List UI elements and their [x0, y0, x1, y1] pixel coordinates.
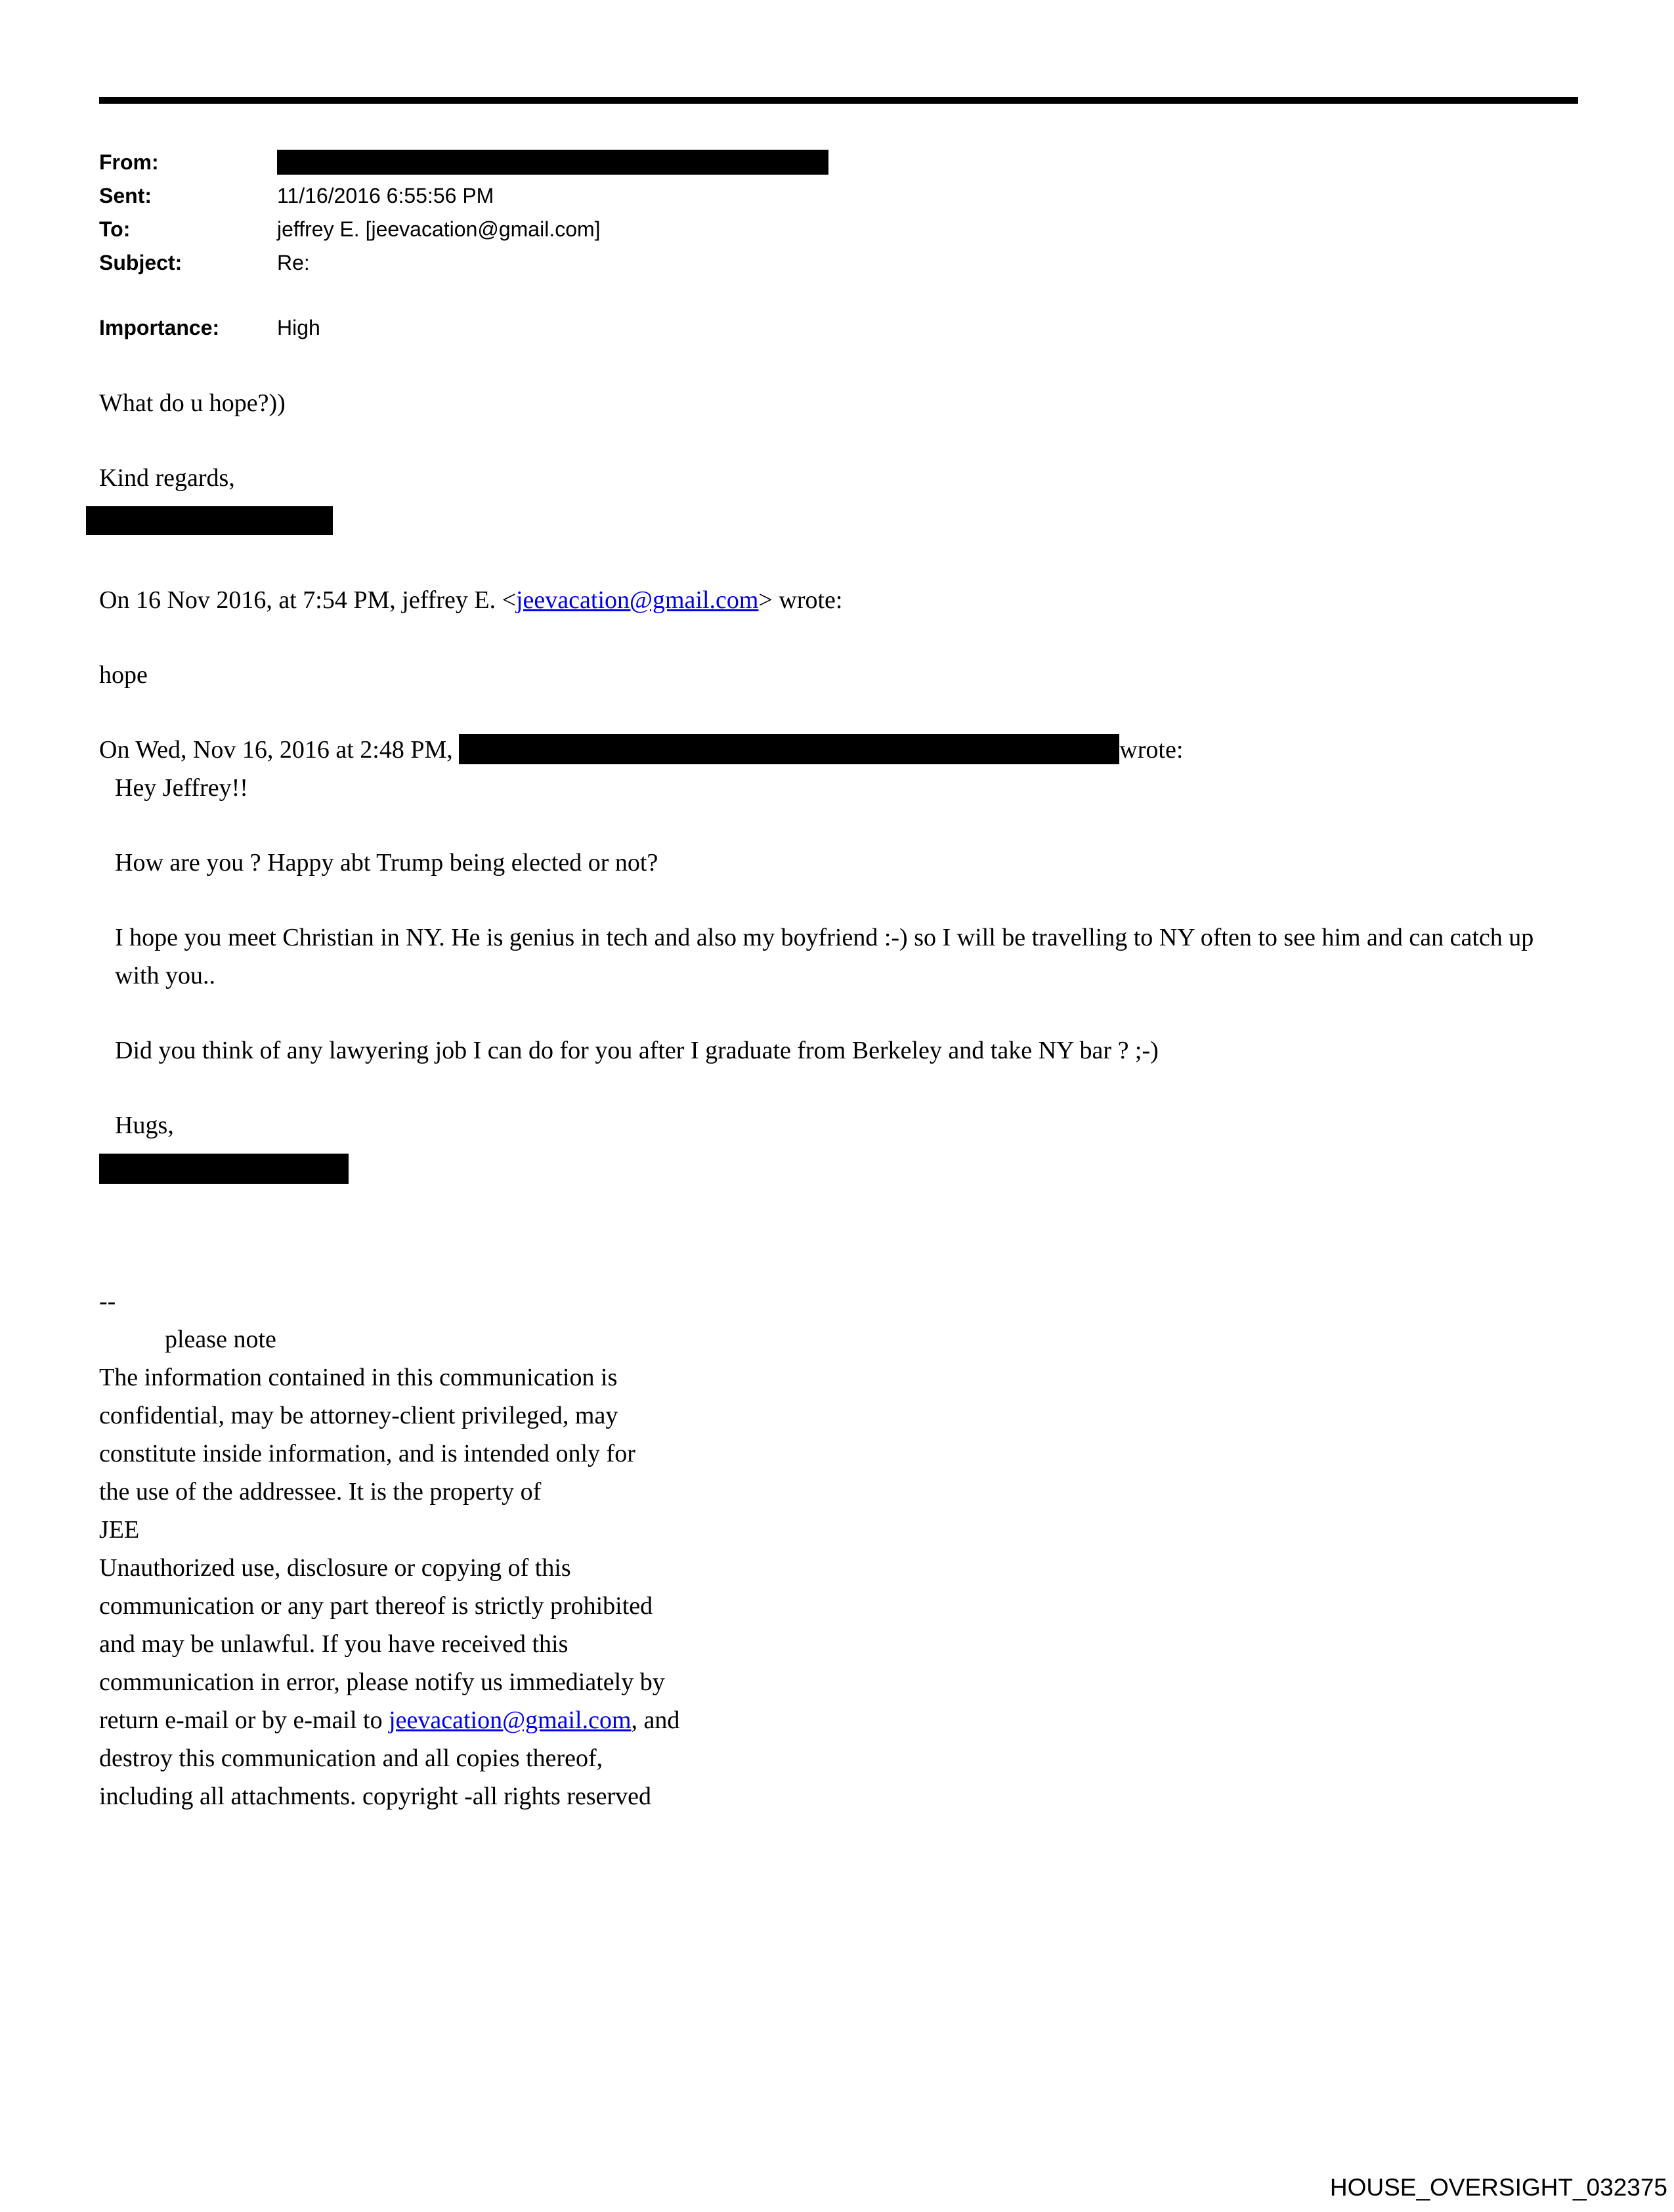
email-header	[99, 146, 1579, 345]
email-address-link[interactable]: jeevacation@gmail.com	[389, 1706, 632, 1734]
sender-redaction-bar	[459, 734, 1119, 764]
disclaimer-line: confidential, may be attorney-client privileged, may	[99, 1402, 618, 1429]
disclaimer-line: and may be unlawful. If you have received this	[99, 1630, 569, 1658]
to-value: jeffrey E. [jeevacation@gmail.com]	[277, 217, 601, 241]
sent-label: Sent:	[99, 184, 152, 207]
reply1-prefix: On 16 Nov 2016, at 7:54 PM, jeffrey E. <	[99, 586, 516, 614]
bates-number: HOUSE_OVERSIGHT_032375	[1329, 2174, 1667, 2201]
reply2-suffix: wrote:	[1119, 736, 1184, 764]
quote-signoff: Hugs,	[115, 1112, 174, 1139]
disclaimer-line: the use of the addressee. It is the property of	[99, 1478, 542, 1506]
disclaimer-line: communication or any part thereof is strictly prohibited	[99, 1592, 653, 1620]
subject-value: Re:	[277, 251, 310, 274]
reply1-suffix: > wrote:	[758, 586, 843, 614]
email-body	[99, 384, 1579, 1815]
quote-paragraph: I hope you meet Christian in NY. He is genius in tech and also my boyfriend :-) so I will be travelling to NY often to see him and can catch up with you..	[115, 924, 1534, 989]
reply2-prefix: On Wed, Nov 16, 2016 at 2:48 PM,	[99, 736, 460, 764]
from-redaction-bar	[277, 150, 828, 175]
reply-attribution-2	[99, 731, 1579, 769]
quote-paragraph: Did you think of any lawyering job I can do for you after I graduate from Berkeley and take NY bar ? ;-)	[115, 1037, 1159, 1064]
reply-attribution-1	[99, 581, 1579, 619]
quote-greeting: Hey Jeffrey!!	[115, 774, 248, 802]
disclaimer-link-line	[99, 1701, 1579, 1739]
header-row-importance	[99, 311, 1579, 345]
reply1-body: hope	[99, 661, 148, 689]
header-row-subject	[99, 246, 1579, 280]
importance-label: Importance:	[99, 316, 220, 339]
body-line: What do u hope?))	[99, 389, 286, 417]
disclaimer-note: please note	[165, 1326, 276, 1353]
disclaimer-link-suffix: , and	[631, 1706, 680, 1734]
disclaimer-line: Unauthorized use, disclosure or copying of this	[99, 1554, 571, 1582]
to-label: To:	[99, 217, 131, 241]
signature-redaction-bar	[86, 506, 333, 535]
signature-separator: --	[99, 1288, 116, 1315]
signoff-line: Kind regards,	[99, 464, 235, 492]
disclaimer-line: The information contained in this communication is	[99, 1364, 618, 1391]
quote-signature-redaction-bar	[99, 1154, 349, 1184]
disclaimer-line: constitute inside information, and is intended only for	[99, 1440, 635, 1467]
from-label: From:	[99, 150, 159, 174]
subject-label: Subject:	[99, 251, 182, 274]
disclaimer-line: destroy this communication and all copies thereof,	[99, 1745, 603, 1772]
quote-paragraph: How are you ? Happy abt Trump being elected or not?	[115, 849, 658, 877]
disclaimer-line: JEE	[99, 1516, 140, 1544]
disclaimer-line: communication in error, please notify us immediately by	[99, 1668, 665, 1696]
header-row-from	[99, 146, 1579, 179]
importance-value: High	[277, 316, 320, 339]
email-address-link[interactable]: jeevacation@gmail.com	[516, 586, 759, 614]
quoted-message	[99, 769, 1579, 1184]
sent-value: 11/16/2016 6:55:56 PM	[277, 184, 494, 207]
email-content	[99, 146, 1579, 1815]
disclaimer-block	[99, 1282, 1579, 1815]
header-row-to	[99, 213, 1579, 246]
disclaimer-link-prefix: return e-mail or by e-mail to	[99, 1706, 389, 1734]
header-row-sent	[99, 179, 1579, 213]
disclaimer-line: including all attachments. copyright -all rights reserved	[99, 1783, 652, 1810]
header-divider-rule	[99, 97, 1578, 104]
